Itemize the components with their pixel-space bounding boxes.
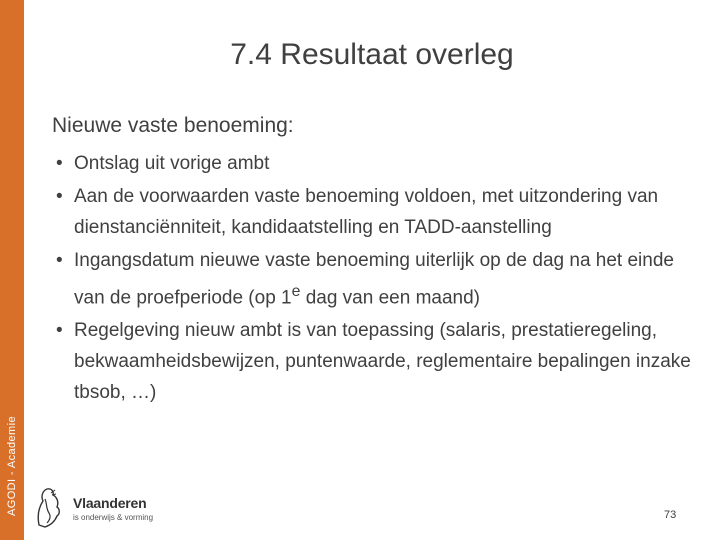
vlaanderen-logo (33, 485, 193, 531)
bullet-item (52, 148, 702, 179)
bullet-item (52, 181, 702, 243)
bullet-dot: • (56, 320, 63, 342)
slide-title: 7.4 Resultaat overleg (230, 38, 514, 71)
sidebar (0, 0, 24, 540)
bullet-list (52, 148, 702, 410)
bullet-text: Regelgeving nieuw ambt is van toepassing (salaris, prestatieregeling, bekwaamheidsbewijzen, puntenwaarde, reglementaire bepalingen inzake tbsob, …) (74, 320, 691, 404)
page-number: 73 (664, 509, 677, 521)
bullet-dot: • (56, 250, 63, 271)
bullet-item (52, 315, 702, 408)
bullet-text-after: dag van een maand) (300, 287, 480, 309)
bullet-text-before: Ingangsdatum nieuwe vaste benoeming uiterlijk op de dag na het einde van de proefperiode (op 1 (74, 250, 674, 309)
bullet-item (52, 245, 702, 313)
slide-subtitle: Nieuwe vaste benoeming: (52, 114, 294, 137)
bullet-text: Aan de voorwaarden vaste benoeming voldoen, met uitzondering van dienstanciënniteit, kandidaatstelling en TADD-aanstelling (74, 186, 659, 238)
logo-tagline: is onderwijs & vorming (73, 513, 154, 522)
bullet-dot: • (56, 186, 63, 207)
logo-name: Vlaanderen (73, 495, 147, 511)
bullet-dot: • (56, 153, 63, 174)
sidebar-label: AGODI - Academie (6, 416, 18, 516)
flemish-lion-icon (33, 485, 63, 529)
ordinal-superscript: e (291, 283, 301, 300)
bullet-text: Ontslag uit vorige ambt (74, 153, 270, 174)
